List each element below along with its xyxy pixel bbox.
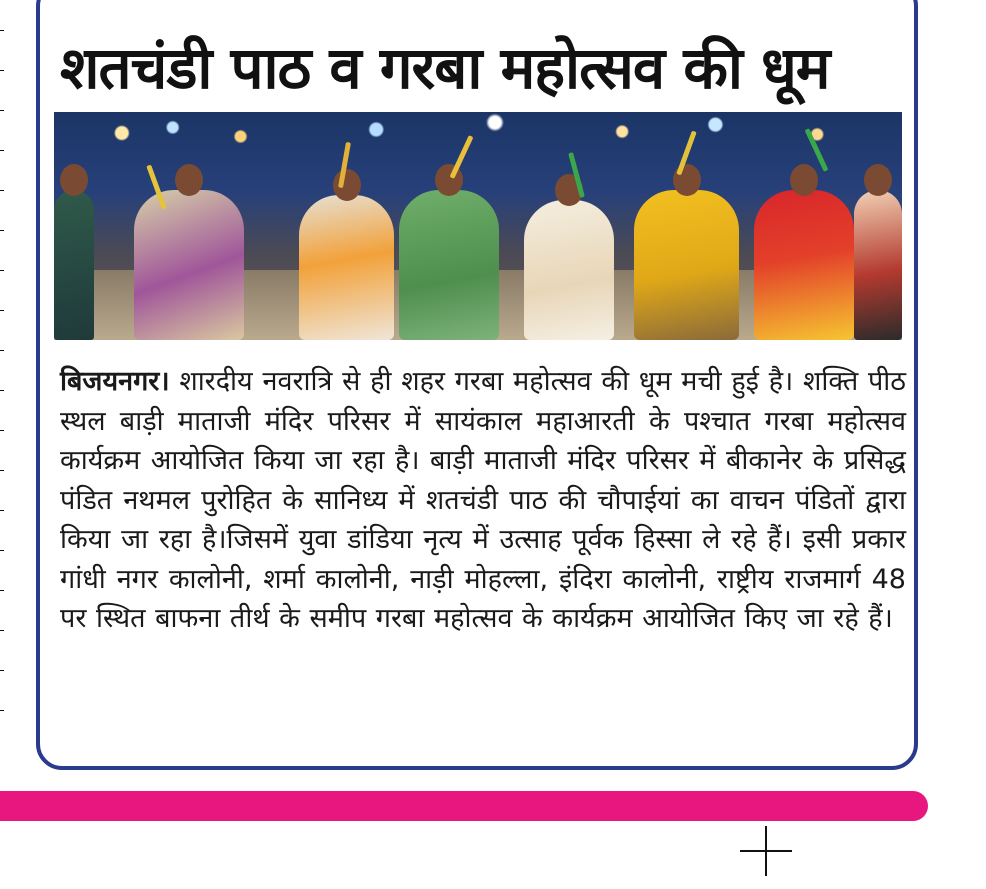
article-headline: शतचंडी पाठ व गरबा महोत्सव की धूम	[60, 34, 830, 102]
dancer-figure	[634, 190, 739, 340]
dancer-figure	[754, 190, 854, 340]
article-photo	[54, 112, 902, 340]
article-body	[60, 362, 906, 639]
dancer-figure	[524, 200, 614, 340]
dancer-figure	[134, 190, 244, 340]
pink-divider-bar	[0, 791, 928, 821]
dancer-figure	[54, 190, 94, 340]
article-dateline: बिजयनगर।	[60, 366, 170, 397]
dancer-figure	[399, 190, 499, 340]
dancer-figure	[854, 190, 902, 340]
article-body-text: शारदीय नवरात्रि से ही शहर गरबा महोत्सव की धूम मची हुई है। शक्ति पीठ स्थल बाड़ी माताजी मंदिर परिसर में सायंकाल महाआरती के पश्चात गरबा महोत्सव कार्यक्रम आयोजित किया जा रहा है। बाड़ी माताजी मंदिर परिसर में बीकानेर के प्रसिद्ध पंडित नथमल पुरोहित के सानिध्य में शतचंडी पाठ की चौपाईयां का वाचन पंडितों द्वारा किया जा रहा है।जिसमें युवा डांडिया नृत्य में उत्साह पूर्वक हिस्सा ले रहे हैं। इसी प्रकार गांधी नगर कालोनी, शर्मा कालोनी, नाड़ी मोहल्ला, इंदिरा कालोनी, राष्ट्रीय राजमार्ग 48 पर स्थित बाफना तीर्थ के समीप गरबा महोत्सव के कार्यक्रम आयोजित किए जा रहे हैं।	[60, 366, 906, 634]
registration-mark-icon	[765, 826, 767, 876]
margin-ruler-marks	[0, 0, 6, 740]
dancer-figure	[299, 195, 394, 340]
